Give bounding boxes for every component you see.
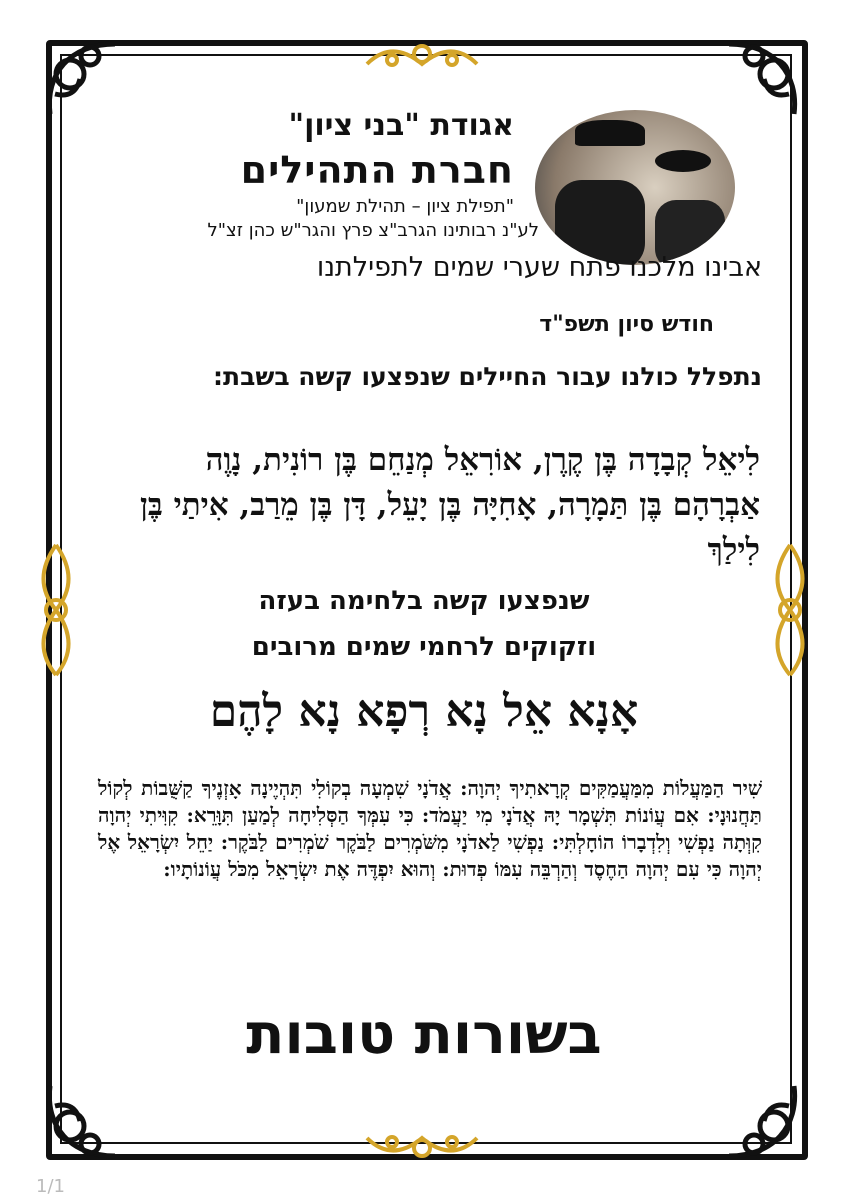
ana-el-na-prayer: אָנָא אֵל נָא רְפָא נָא לָהֶם [209, 686, 639, 737]
prayer-call: נתפלל כולנו עבור החיילים שנפצעו קשה בשבת: [213, 362, 762, 391]
corner-ornament-icon [40, 34, 130, 124]
corner-ornament-icon [40, 1076, 130, 1166]
bottom-gold-ornament-icon [362, 1124, 482, 1168]
soldier-names: לִיאֵל קְבָדָה בֶּן קֶרֶן, אוֹרִאֵל מְנַחֵם בֶּן רוֹנִית, נָוֶה אַבְרָהָם בֶּן תַּמָרָה, אָחִיָּה בֶּן יָעֵל, דָּן בֶּן מֵרַב, אִיתַי בֶּן לִילַךְ [139, 442, 760, 568]
motto: "תפילת ציון – תהילת שמעון" [296, 196, 514, 217]
rabbis-photo [535, 110, 735, 265]
society-name: חברת התהילים [240, 148, 514, 192]
top-gold-ornament-icon [362, 34, 482, 78]
month-date: חודש סיון תשפ"ד [539, 312, 714, 337]
corner-ornament-icon [714, 34, 804, 124]
closing-blessing: בשורות טובות [246, 1002, 602, 1067]
org-name: אגודת "בני ציון" [288, 108, 514, 143]
psalm-130-text: שִׁיר הַמַּעֲלוֹת מִמַּעֲמַקִּים קְרָאתִיךָ יְהוָה: אֲדֹנָי שִׁמְעָה בְקוֹלִי תִּהְיֶינָה אָזְנֶיךָ קַשֻּׁבוֹת לְקוֹל תַּחֲנוּנָי: אִם עֲוֹנוֹת תִּשְׁמָר יָהּ אֲדֹנָי מִי יַעֲמֹד: כִּי עִמְּךָ הַסְּלִיחָה לְמַעַן תִּוָּרֵא: קִוִּיתִי יְהוָה קִוְּתָה נַפְשִׁי וְלִדְבָרוֹ הוֹחָלְתִּי: נַפְשִׁי לַאדֹנָי מִשֹּׁמְרִים לַבֹּקֶר שֹׁמְרִים לַבֹּקֶר: יַחֵל יִשְׂרָאֵל אֶל יְהוָה כִּי עִם יְהוָה הַחֶסֶד וְהַרְבֵּה עִמּוֹ פְדוּת: וְהוּא יִפְדֶּה אֶת יִשְׂרָאֵל מִכֹּל עֲוֹנוֹתָיו: [98, 776, 762, 881]
corner-ornament-icon [714, 1076, 804, 1166]
wounded-line-2: וזקוקים לרחמי שמים מרובים [251, 632, 597, 662]
avinu-malkenu-line: אבינו מלכנו פתח שערי שמים לתפילתנו [316, 252, 762, 283]
memorial-line: לע"נ רבותינו הגרב"צ פרץ והגר"ש כהן זצ"ל [207, 220, 539, 241]
page-counter: 1/1 [36, 1176, 65, 1197]
wounded-line-1: שנפצעו קשה בלחימה בעזה [258, 586, 590, 616]
